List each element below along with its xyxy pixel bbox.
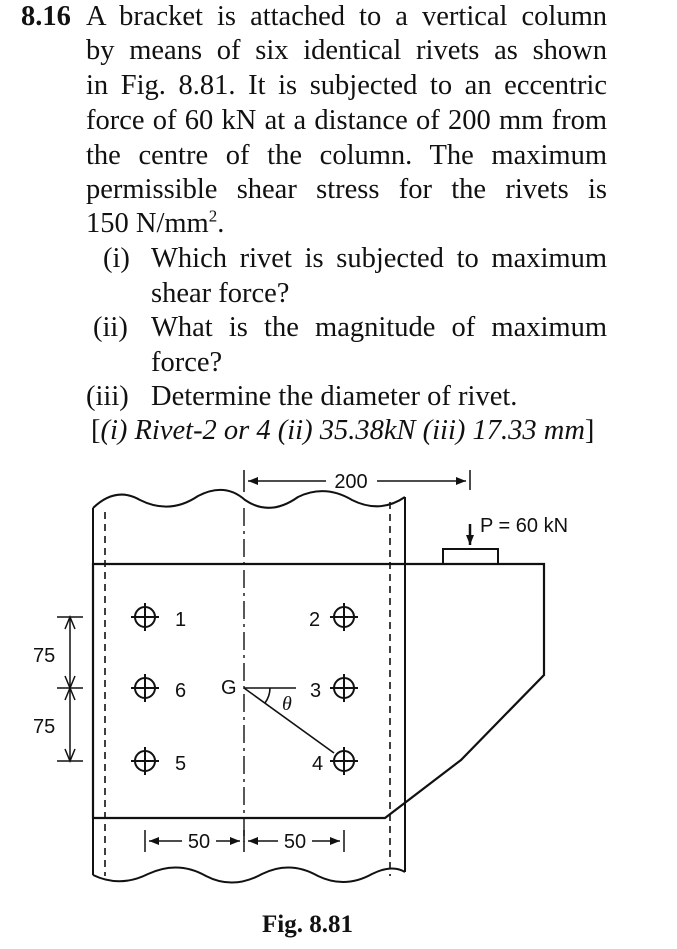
part-label-i: (i) — [103, 243, 130, 274]
problem-line-1: A bracket is attached to a vertical column — [86, 1, 607, 32]
rivet-4 — [330, 747, 358, 775]
vertical-pitch-upper: 75 — [33, 645, 56, 667]
problem-line-3: in Fig. 8.81. It is subjected to an eccentric — [86, 70, 607, 101]
problem-line-6: permissible shear stress for the rivets is — [86, 174, 607, 205]
rivet-label-2: 2 — [309, 609, 321, 631]
rivet-label-5: 5 — [175, 753, 187, 775]
horizontal-pitch-dimension — [145, 830, 344, 852]
rivet-5 — [131, 747, 159, 775]
angle-label: θ — [282, 693, 292, 715]
part-label-ii: (ii) — [93, 312, 128, 343]
stress-period: . — [217, 208, 225, 239]
part-i-line-1: Which rivet is subjected to maximum — [151, 243, 607, 274]
problem-line-4: force of 60 kN at a distance of 200 mm from — [86, 105, 607, 136]
rivet-6 — [131, 674, 159, 702]
vertical-pitch-lower: 75 — [33, 716, 56, 738]
part-i-line-2: shear force? — [151, 278, 290, 309]
rivet-label-4: 4 — [312, 753, 324, 775]
figure-caption: Fig. 8.81 — [262, 911, 353, 938]
centroid-label: G — [221, 677, 237, 699]
rivet-label-3: 3 — [310, 680, 322, 702]
stress-unit-exponent: 2 — [208, 206, 218, 226]
horizontal-pitch-left: 50 — [187, 831, 211, 853]
rivet-label-1: 1 — [175, 609, 187, 631]
part-iii-line-1: Determine the diameter of rivet. — [151, 381, 518, 412]
column-outline — [93, 490, 405, 883]
rivet-label-6: 6 — [175, 680, 187, 702]
part-ii-line-1: What is the magnitude of maximum — [151, 312, 607, 343]
horizontal-pitch-right: 50 — [283, 831, 307, 853]
load-pad — [443, 549, 498, 564]
vertical-pitch-dimension — [57, 617, 83, 761]
stress-value: 150 N/mm — [86, 208, 209, 239]
eccentricity-value: 200 — [334, 471, 368, 493]
problem-line-2: by means of six identical rivets as shown — [86, 35, 607, 66]
answer-close-bracket: ] — [584, 415, 595, 446]
rivet-1 — [131, 603, 159, 631]
part-label-iii: (iii) — [86, 381, 129, 412]
problem-number: 8.16 — [21, 1, 71, 32]
load-label: P = 60 kN — [480, 515, 569, 537]
rivet-2 — [330, 603, 358, 631]
problem-line-5: the centre of the column. The maximum — [86, 140, 607, 171]
eccentricity-dimension — [244, 470, 470, 493]
part-ii-line-2: force? — [151, 347, 223, 378]
answer-text: (i) Rivet-2 or 4 (ii) 35.38kN (iii) 17.33 mm — [100, 415, 585, 446]
answer-open-bracket: [ — [91, 415, 101, 446]
rivet-3 — [330, 674, 358, 702]
